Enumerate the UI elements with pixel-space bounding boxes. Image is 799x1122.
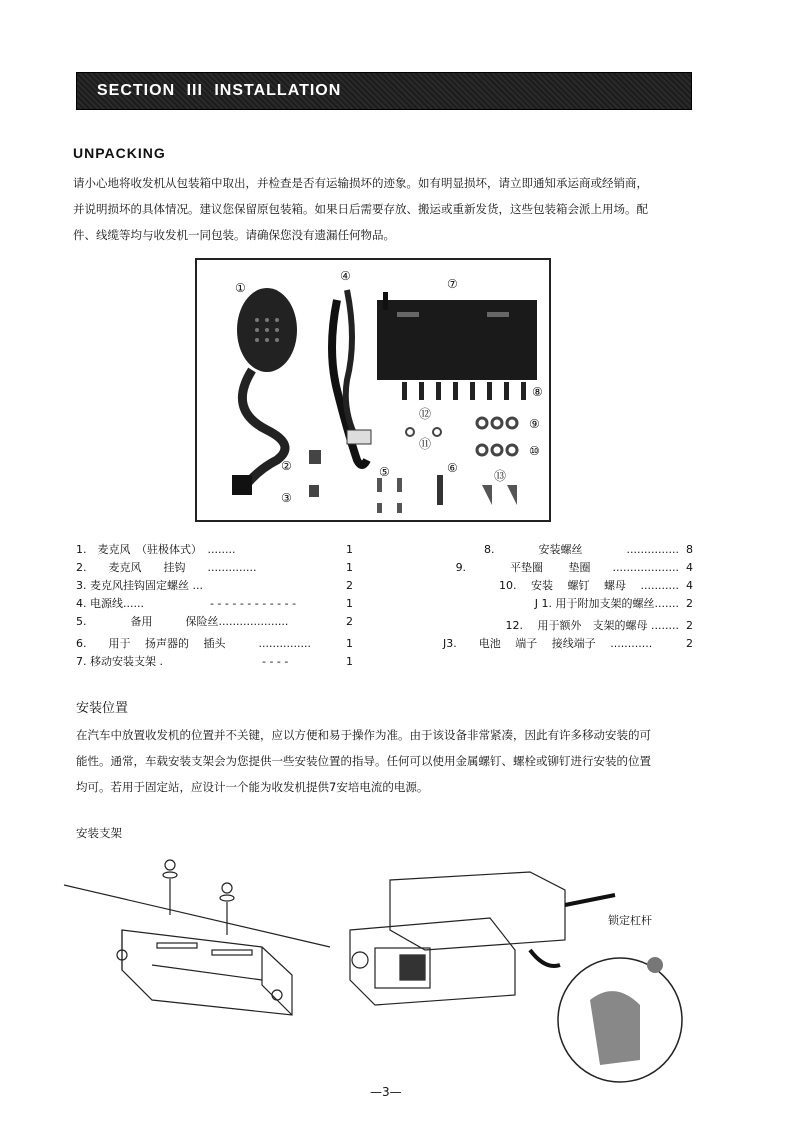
photo-label: ③: [281, 491, 292, 505]
list-item: 10. 安装 螺钉 螺母 ........... 4: [499, 579, 693, 592]
lock-lever-callout: 锁定杠杆: [608, 914, 652, 927]
location-text: [76, 722, 698, 800]
photo-label: ⑦: [447, 277, 458, 291]
photo-label: ①: [235, 281, 246, 295]
unpacking-line: 并说明损坏的具体情况。建议您保留原包装箱。如果日后需要存放、搬运或重新发货，这些包装箱会派上用场。配: [73, 202, 648, 216]
photo-label: ⑬: [494, 469, 507, 483]
list-item: 6. 用于 扬声器的 插头 ............... 1: [76, 637, 353, 650]
photo-label: ⑨: [529, 417, 540, 431]
accessories-photo: [195, 258, 551, 522]
list-item: 7. 移动安装支架 . - - - - 1: [76, 655, 353, 668]
unpacking-heading: UNPACKING: [73, 145, 166, 161]
list-item: 4. 电源线...... - - - - - - - - - - - - 1: [76, 597, 353, 610]
list-item: 12. 用于额外 支架的螺母 ........ 2: [505, 619, 693, 632]
unpacking-line: 件、线缆等均与收发机一同包装。请确保您没有遗漏任何物品。: [73, 228, 395, 242]
list-item: 3. 麦克风挂钩固定螺丝 ... 2: [76, 579, 353, 592]
list-item: J3. 电池 端子 接线端子 ............ 2: [443, 637, 693, 650]
bracket-heading: 安装支架: [76, 826, 122, 840]
list-item: 1. 麦克风 （驻极体式） ........ 1: [76, 543, 353, 556]
photo-label: ⑥: [447, 461, 458, 475]
location-line: 均可。若用于固定站，应设计一个能为收发机提供7安培电流的电源。: [76, 780, 429, 794]
location-heading: 安装位置: [76, 701, 129, 716]
section-header: [76, 72, 692, 110]
photo-label: ②: [281, 459, 292, 473]
photo-label: ⑧: [532, 385, 543, 399]
parts-list-left: [76, 541, 356, 671]
location-line: 能性。通常，车载安装支架会为您提供一些安装位置的指导。任何可以使用金属螺钉、螺栓或铆钉进行安装的位置: [76, 754, 651, 768]
unpacking-text: [73, 170, 695, 248]
bracket-illustration: [62, 855, 337, 1035]
radio-mount-diagram: [340, 860, 695, 1085]
section-title: SECTION III INSTALLATION: [97, 82, 342, 99]
photo-label: ⑫: [419, 407, 432, 421]
location-line: 在汽车中放置收发机的位置并不关键，应以方便和易于操作为准。由于该设备非常紧凑，因此有许多移动安装的可: [76, 728, 651, 742]
photo-label: ⑤: [379, 465, 390, 479]
bracket-diagram: [62, 855, 337, 1035]
list-item: 9. 平垫圈 垫圈 ................... 4: [455, 561, 693, 574]
unpacking-line: 请小心地将收发机从包装箱中取出，并检查是否有运输损坏的迹象。如有明显损坏，请立即通知承运商或经销商，: [73, 176, 648, 190]
list-item: 5. 备用 保险丝.................... 2: [76, 615, 353, 628]
list-item: J 1. 用于附加支架的螺丝....... 2: [534, 597, 693, 610]
accessories-illustration: [197, 260, 549, 520]
list-item: 2. 麦克风 挂钩 .............. 1: [76, 561, 353, 574]
photo-label: ⑩: [529, 444, 540, 458]
list-item: 8. 安装螺丝 ............... 8: [484, 543, 693, 556]
page-number: —3—: [370, 1085, 402, 1099]
photo-label: ⑪: [419, 437, 432, 451]
parts-list-right: [443, 541, 693, 653]
photo-label: ④: [340, 269, 351, 283]
radio-mount-illustration: [340, 860, 695, 1085]
